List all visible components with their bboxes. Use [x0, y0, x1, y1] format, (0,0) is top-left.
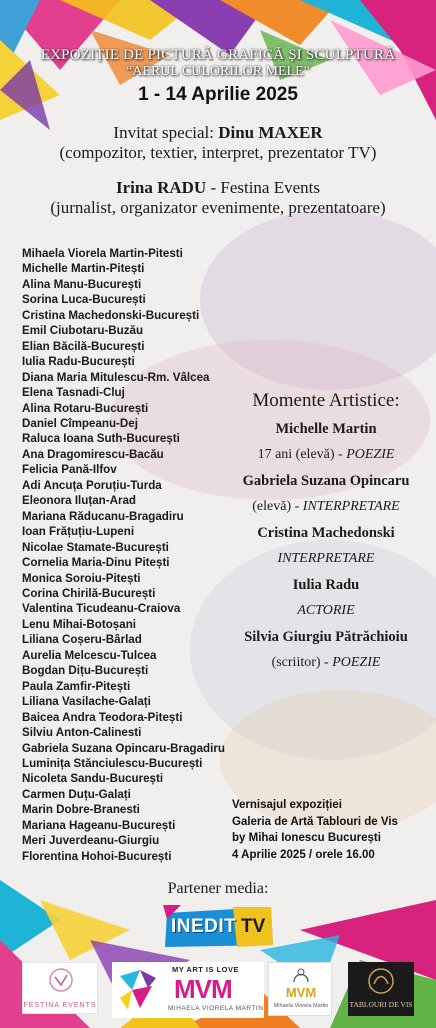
list-item: Ioan Frățuțiu-Lupeni [22, 525, 135, 539]
inedit-tv-logo-tv: TV [241, 916, 266, 937]
performer-desc-plain: 17 ani (elevă) - [257, 447, 347, 462]
performer-description [228, 494, 424, 520]
list-item: Felicia Pană-Ilfov [22, 463, 117, 477]
list-item: Elena Tasnadi-Cluj [22, 386, 125, 400]
my-art-is-love-bottom: MIHAELA VIORELA MARTIN [168, 1005, 264, 1012]
list-item: Aurelia Melcescu-Tulcea [22, 648, 157, 662]
inedit-tv-logo-text: INEDIT [171, 916, 237, 937]
performer-name: Cristina Machedonski [257, 525, 395, 541]
list-item: Cristina Machedonski-București [22, 308, 200, 322]
list-item: Sorina Luca-București [22, 293, 146, 307]
media-partner-label: Partener media: [167, 880, 269, 897]
list-item: Nicolae Stamate-București [22, 540, 169, 554]
performer-desc-italic: INTERPRETARE [277, 551, 375, 566]
vernissage-heading: Vernisajul expoziției [232, 799, 342, 811]
festina-events-text: FESTINA EVENTS [23, 1002, 97, 1009]
list-item: Eleonora Iluțan-Arad [22, 494, 137, 508]
vernissage-info [232, 797, 398, 863]
performer-description [228, 546, 424, 572]
performer-desc-italic: POEZIE [346, 447, 395, 462]
mvm-small-caption: Mihaela Viorela Martin [273, 1003, 329, 1009]
artistic-moments [228, 390, 424, 676]
my-art-is-love-logo [112, 962, 264, 1018]
list-item: Liliana Vasilache-Galați [22, 695, 151, 709]
special-guest-name: Dinu MAXER [218, 123, 323, 142]
list-item: Diana Maria Mitulescu-Rm. Vâlcea [22, 370, 210, 384]
list-item: Lenu Mihai-Botoșani [22, 617, 137, 631]
vernissage-datetime: 4 Aprilie 2025 / orele 16.00 [232, 848, 375, 861]
performer-name: Iulia Radu [292, 577, 360, 593]
host-role: (jurnalist, organizator evenimente, prezentatoare) [50, 198, 386, 217]
list-item: Iulia Radu-București [22, 355, 135, 369]
performer-desc-italic: POEZIE [332, 655, 381, 670]
exhibition-title: EXPOZIȚIE DE PICTURĂ GRAFICĂ ȘI SCULPTURĂ [40, 47, 396, 63]
list-item: Monica Soroiu-Pitești [22, 571, 141, 585]
artistic-moments-heading: Momente Artistice: [252, 390, 400, 411]
list-item: Alina Rotaru-București [22, 401, 149, 415]
list-item: Nicoleta Sandu-București [22, 772, 164, 786]
list-item: Alina Manu-București [22, 277, 142, 291]
list-item: Ana Dragomirescu-Bacău [22, 447, 164, 461]
performer-name: Gabriela Suzana Opincaru [242, 473, 410, 489]
inedit-tv-logo [163, 905, 275, 949]
host-suffix: - Festina Events [206, 178, 320, 197]
exhibition-subtitle: “AERUL CULORILOR MELE” [126, 64, 310, 79]
list-item: Meri Juverdeanu-Giurgiu [22, 834, 160, 848]
tablouri-de-vis-text: TABLOURI DE VIS [349, 1000, 413, 1009]
list-item: Raluca Ioana Suth-București [22, 432, 180, 446]
list-item: Silviu Anton-Calinesti [22, 726, 142, 740]
performer-description [228, 650, 424, 676]
list-item: Florentina Hohoi-București [22, 849, 172, 863]
list-item: Cornelia Maria-Dinu Pitești [22, 556, 170, 570]
list-item: Luminița Stănciulescu-București [22, 756, 203, 770]
list-item: Mariana Răducanu-Bragadiru [22, 509, 184, 523]
tablouri-de-vis-logo [348, 962, 414, 1016]
performer-desc-italic: INTERPRETARE [302, 499, 400, 514]
list-item: Michelle Martin-Pitești [22, 262, 145, 276]
vernissage-venue: Galeria de Artă Tablouri de Vis [232, 815, 398, 828]
my-art-is-love-emblem [118, 968, 158, 1012]
list-item: Elian Băcilă-București [22, 339, 145, 353]
tablouri-de-vis-emblem [366, 966, 396, 996]
list-item: Valentina Ticudeanu-Craiova [22, 602, 181, 616]
my-art-is-love-top: MY ART IS LOVE [172, 965, 240, 974]
performer-name: Silvia Giurgiu Pătrăchioiu [244, 629, 408, 645]
festina-events-logo [22, 962, 98, 1014]
special-guest-prefix: Invitat special: [113, 123, 219, 142]
mvm-small-text: MVM [285, 985, 317, 1000]
exhibition-dates: 1 - 14 Aprilie 2025 [138, 84, 298, 105]
performer-desc-plain: (elevă) - [252, 499, 303, 514]
host [0, 178, 436, 198]
list-item: Emil Ciubotaru-Buzău [22, 324, 144, 338]
performer-description [228, 442, 424, 468]
list-item: Corina Chirilă-București [22, 586, 156, 600]
list-item: Liliana Coșeru-Bârlad [22, 633, 142, 647]
festina-events-emblem [23, 963, 99, 995]
performer-desc-italic: ACTORIE [297, 603, 355, 618]
list-item: Mariana Hageanu-București [22, 818, 176, 832]
vernissage-venue-owner: by Mihai Ionescu București [232, 832, 381, 844]
performer-name: Michelle Martin [275, 421, 377, 437]
list-item: Carmen Duțu-Galați [22, 787, 131, 801]
list-item: Gabriela Suzana Opincaru-Bragadiru [22, 741, 225, 755]
my-art-is-love-mvm: MVM [174, 974, 232, 1004]
special-guest-role: (compozitor, textier, interpret, prezentator TV) [59, 143, 377, 162]
artist-list [22, 246, 225, 864]
list-item: Marin Dobre-Branesti [22, 803, 140, 817]
performer-description [228, 598, 424, 624]
list-item: Bogdan Dițu-București [22, 664, 149, 678]
list-item: Adi Ancuța Poruțiu-Turda [22, 478, 162, 492]
list-item: Mihaela Viorela Martin-Pitesti [22, 247, 183, 260]
host-name: Irina RADU [116, 178, 207, 197]
performer-desc-plain: (scriitor) - [271, 655, 333, 670]
mvm-small-logo [268, 962, 332, 1016]
list-item: Daniel Cîmpeanu-Dej [22, 416, 138, 430]
mvm-small-emblem [291, 966, 311, 984]
special-guest [0, 123, 436, 143]
list-item: Baicea Andra Teodora-Pitești [22, 710, 183, 724]
list-item: Paula Zamfir-Pitești [22, 679, 131, 693]
